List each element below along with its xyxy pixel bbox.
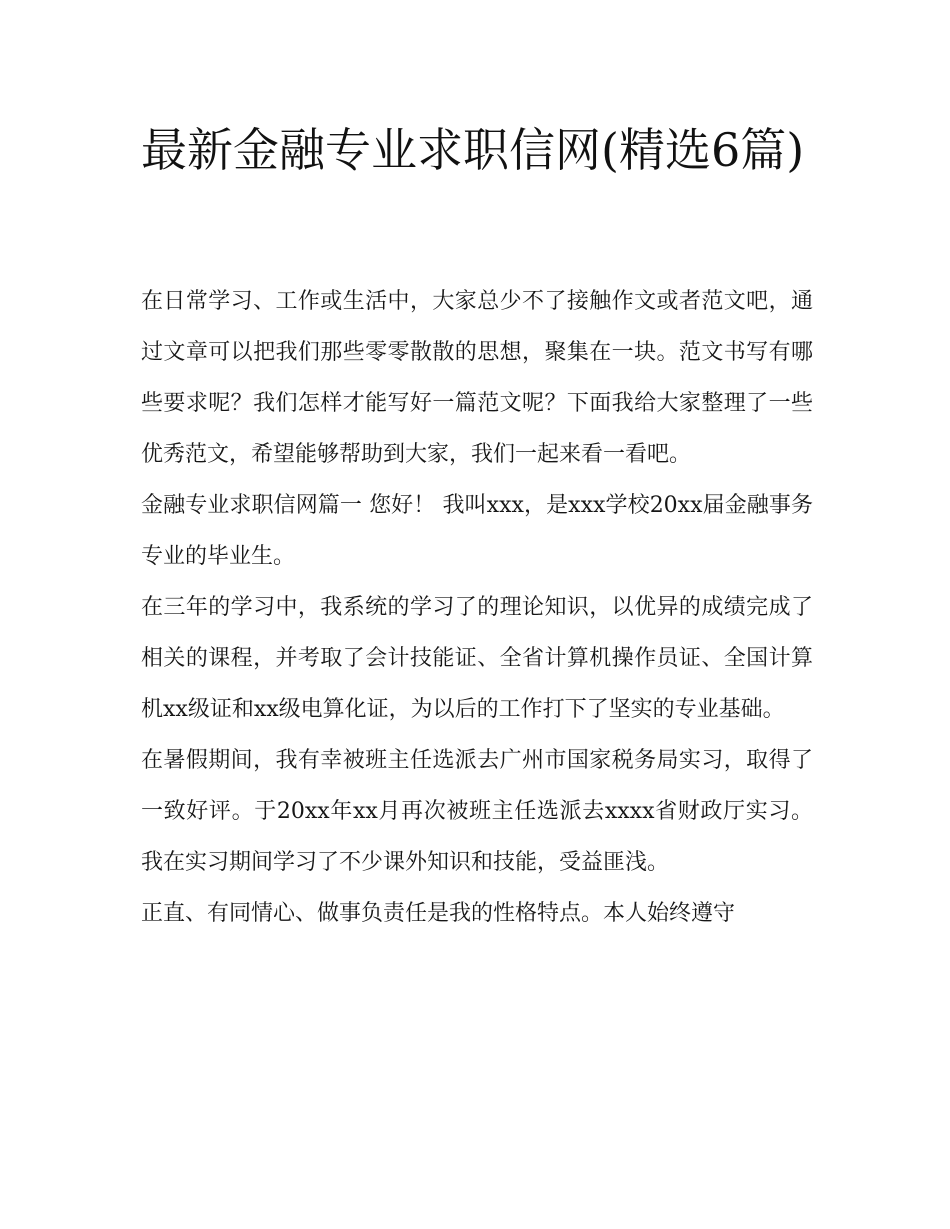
paragraph-character: 正直、有同情心、做事负责任是我的性格特点。本人始终遵守 xyxy=(141,901,736,926)
paragraph-internship: 在暑假期间，我有幸被班主任选派去广州市国家税务局实习，取得了一致好评。于20xx年xx月再次被班主任选派去xxxx省财政厅实习。我在实习期间学习了不少课外知识和技能，受益匪浅。 xyxy=(141,748,813,875)
paragraph-greeting: 金融专业求职信网篇一 您好！ 我叫xxx，是xxx学校20xx届金融事务专业的毕业生。 xyxy=(141,493,813,569)
document-title: 最新金融专业求职信网(精选6篇) xyxy=(141,123,805,177)
document-body xyxy=(141,276,813,939)
paragraph-study: 在三年的学习中，我系统的学习了的理论知识，以优异的成绩完成了相关的课程，并考取了会计技能证、全省计算机操作员证、全国计算机xx级证和xx级电算化证，为以后的工作打下了坚实的专业基础。 xyxy=(141,595,813,722)
paragraph-intro: 在日常学习、工作或生活中，大家总少不了接触作文或者范文吧，通过文章可以把我们那些零零散散的思想，聚集在一块。范文书写有哪些要求呢？我们怎样才能写好一篇范文呢？下面我给大家整理了一些优秀范文，希望能够帮助到大家，我们一起来看一看吧。 xyxy=(141,289,813,467)
